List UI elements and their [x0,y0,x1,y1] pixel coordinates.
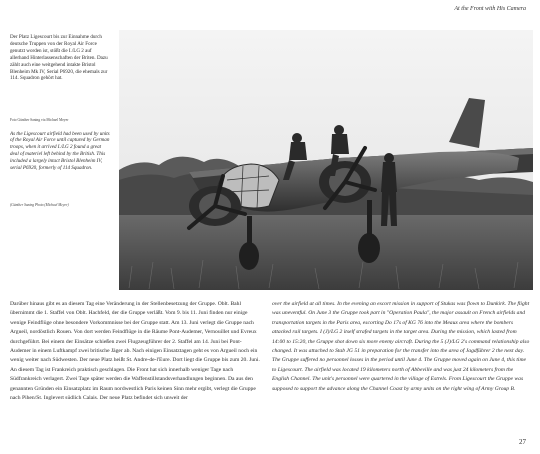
photo-captions [10,34,110,207]
body-text-german: Darüber hinaus gibt es an diesem Tag eine Veränderung in der Stellenbesetzung der Gruppe. Oblt. Bahl übernimmt die 1. Staffel von Oblt. Hachfeld, der die Gruppe verläßt. Vom 9. bis 11. Juni finden nur einige wenige Feindflüge ohne besondere Vorkommnisse bei der Gruppe statt. Am 13. Juni verlegt die Gruppe nach Argueil, nordöstlich Rouen. Von dort werden Feindflüge in die Räume Pont-Audemer, Vernouillet und Evreux durchgeführt. Bei einem der Einsätze schießen zwei Flugzeugführer der 2. Staffel am 14. Juni bei Pont-Audemer in einem Luftkampf zwei britische Jäger ab. Nach einigen Einsatztagen geht es von Argueil noch ein wenig weiter nach Südwesten. Der neue Platz heißt St. Andre-de-l'Eure. Dort liegt die Gruppe bis zum 20. Juni. An diesem Tag ist Frankreich praktisch geschlagen. Die Front hat sich innerhalb weniger Tage nach Südfrankreich verlagert. Zwei Tage später werden die Waffenstillstandsverhandlungen beginnen. Da aus den genannten Gründen ein Einsatzplatz im Raum nordwestlich Paris keinen Sinn mehr ergibt, verlegt die Gruppe nach Pihen/St. Inglevert südlich Calais. Der neue Platz befindet sich unweit der [10,301,260,402]
caption-english: As the Ligescourt airfield had been used by units of the Royal Air Force until captured by German troops, when it arrived I./LG 2 found a great deal of materiel left behind by the British. This included a largely intact Bristol Blenheim IV, serial P6920, formerly of 114 Squadron. [10,130,110,172]
body-text-english: over the airfield at all times. In the evening an escort mission in support of Stukas was flown to Dunkirk. The flight was uneventful. On June 3 the Gruppe took part in "Operation Paula", the major assault on French airfields and transportation targets in the Paris area, escorting Do 17s of KG 76 into the Meaux area where the bombers attacked rail targets. I (J)/LG 2 itself strafed targets in the target area. During the mission, which lasted from 14:00 to 15:20, the Gruppe shot down six more enemy aircraft. During the 5 (J)/LG 2's command relationship also changed. It was attached to Stab JG 51 in preparation for the transfer into the area of Jagdführer 2 the next day. The Gruppe suffered no personnel losses in the period until June 4. The Gruppe moved again on June 4, this time to Ligescourt. The airfield was located 19 kilometers north of Abbeville and was just 24 kilometers from the English Channel. The unit's personnel were quartered in the village of Estrels. From Ligescourt the Gruppe was supposed to support the advance along the Channel Coast by army units on the right wing of Army Group B. [272,301,530,392]
caption-german-credit: Foto Günther Saning via Michael Meyer [10,118,69,122]
caption-german: Der Platz Ligescourt bis zur Einnahme durch deutsche Truppen von der Royal Air Force genutzt worden ist, stößt die I./LG 2 auf allerhand Hinterlassenschaften der Briten. Dazu zählt auch eine weitgehend intakte Bristol Blenheim Mk IV, Serial P6920, die ehemals zur 114. Squadron gehört hat. [10,34,108,82]
caption-english-credit: (Günther Saning Photo (Michael Meyer) [10,202,69,207]
running-head: At the Front with His Camera [454,6,526,12]
page-number: 27 [519,438,526,446]
blenheim-photo [119,30,533,290]
